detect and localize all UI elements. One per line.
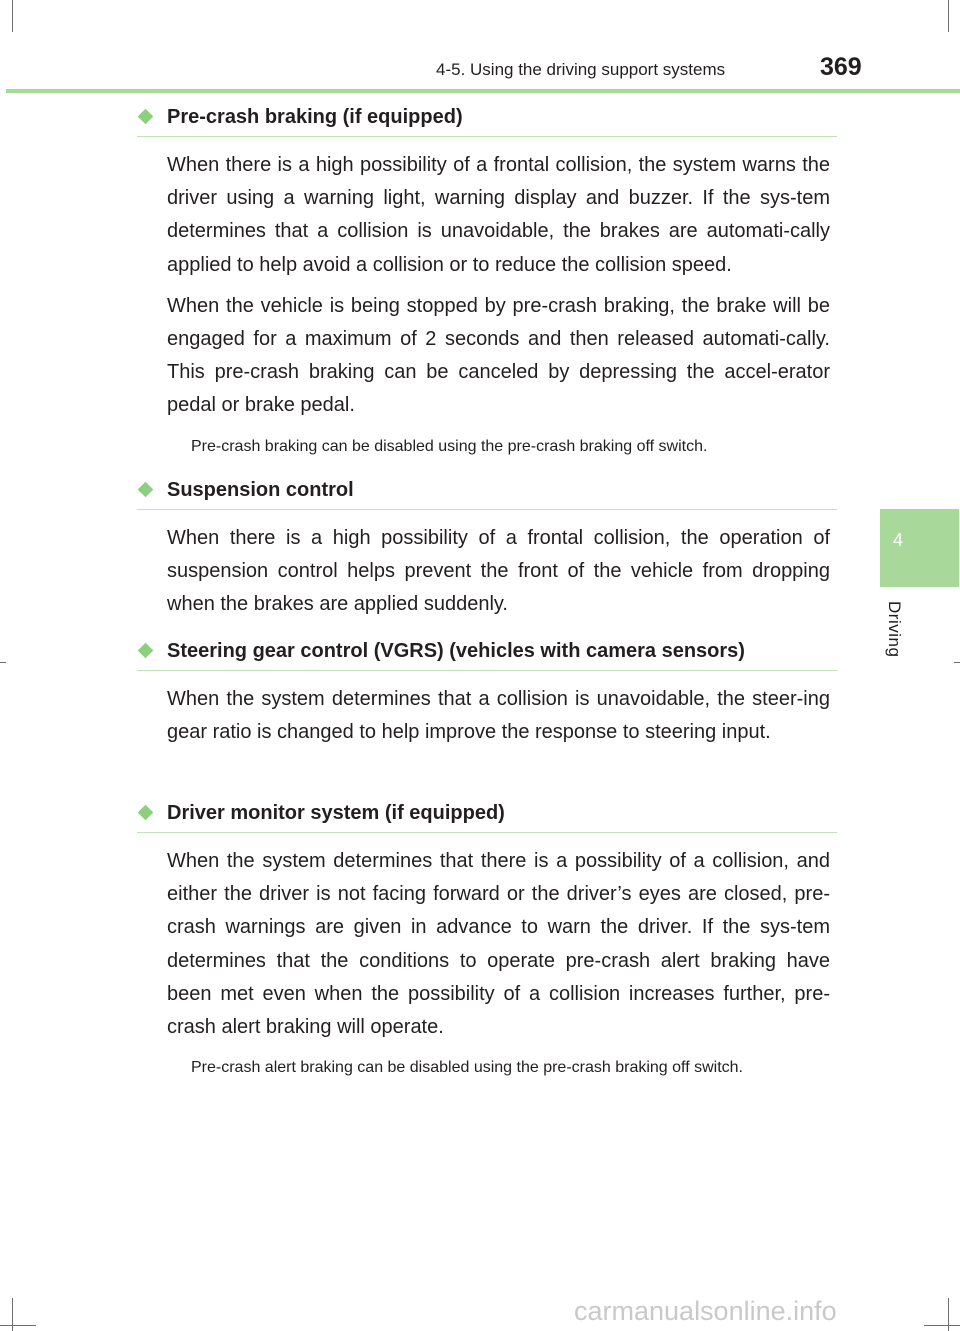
crop-mark — [954, 662, 960, 663]
section-heading-text: Suspension control — [167, 479, 354, 501]
diamond-bullet-icon — [138, 643, 154, 659]
note: Pre-crash braking can be disabled using the pre-crash braking off switch. — [191, 437, 708, 455]
paragraph: When there is a high possibility of a frontal collision, the operation of suspension control helps prevent the front of the vehicle from dropping when the brakes are applied suddenly. — [167, 527, 830, 616]
section-heading-text: Driver monitor system (if equipped) — [167, 802, 505, 824]
paragraph: When the system determines that there is a possibility of a collision, and either the driver is not facing forward or the driver’s eyes are closed, pre-crash warnings are given in advance to warn the driver. If the sys-tem determines that the conditions to operate pre-crash alert braking have been met even when the possibility of a collision increases further, pre-crash alert braking will operate. — [167, 850, 830, 1039]
page-number: 369 — [820, 53, 862, 81]
paragraph: When the system determines that a collision is unavoidable, the steer-ing gear ratio is changed to help improve the response to steering input. — [167, 688, 830, 744]
header-rule — [6, 89, 960, 93]
chapter-label: Driving — [885, 601, 904, 658]
section-heading — [137, 638, 837, 664]
section-driver-monitor-system — [137, 800, 837, 1078]
section-title: 4-5. Using the driving support systems — [436, 60, 726, 79]
section-heading — [137, 104, 837, 130]
diamond-bullet-icon — [138, 805, 154, 821]
crop-mark — [12, 0, 13, 32]
paragraph: When the vehicle is being stopped by pre-crash braking, the brake will be engaged for a maximum of 2 seconds and then released automati-cally. This pre-crash braking can be canceled by depressing the accel-erator pedal or brake pedal. — [167, 294, 830, 417]
section-heading-text: Steering gear control (VGRS) (vehicles with camera sensors) — [167, 640, 745, 662]
crop-mark — [0, 662, 6, 663]
section-heading — [137, 477, 837, 503]
section-heading — [137, 800, 837, 826]
crop-mark — [12, 1298, 13, 1331]
note: Pre-crash alert braking can be disabled using the pre-crash braking off switch. — [191, 1059, 743, 1077]
diamond-bullet-icon — [138, 482, 154, 498]
crop-mark — [924, 1325, 960, 1326]
section-pre-crash-braking — [137, 104, 837, 457]
section-steering-gear-control — [137, 638, 837, 749]
chapter-number: 4 — [892, 530, 903, 550]
crop-mark — [948, 1298, 949, 1331]
crop-mark — [0, 1325, 36, 1326]
section-suspension-control — [137, 477, 837, 622]
section-heading-text: Pre-crash braking (if equipped) — [167, 106, 463, 128]
crop-mark — [948, 0, 949, 32]
watermark: carmanualsonline.info — [574, 1296, 837, 1326]
diamond-bullet-icon — [138, 109, 154, 125]
paragraph: When there is a high possibility of a frontal collision, the system warns the driver using a warning light, warning display and buzzer. If the sys-tem determines that a collision is unavoidable, the brakes are automati-cally applied to help avoid a collision or to reduce the collision speed. — [167, 154, 830, 276]
